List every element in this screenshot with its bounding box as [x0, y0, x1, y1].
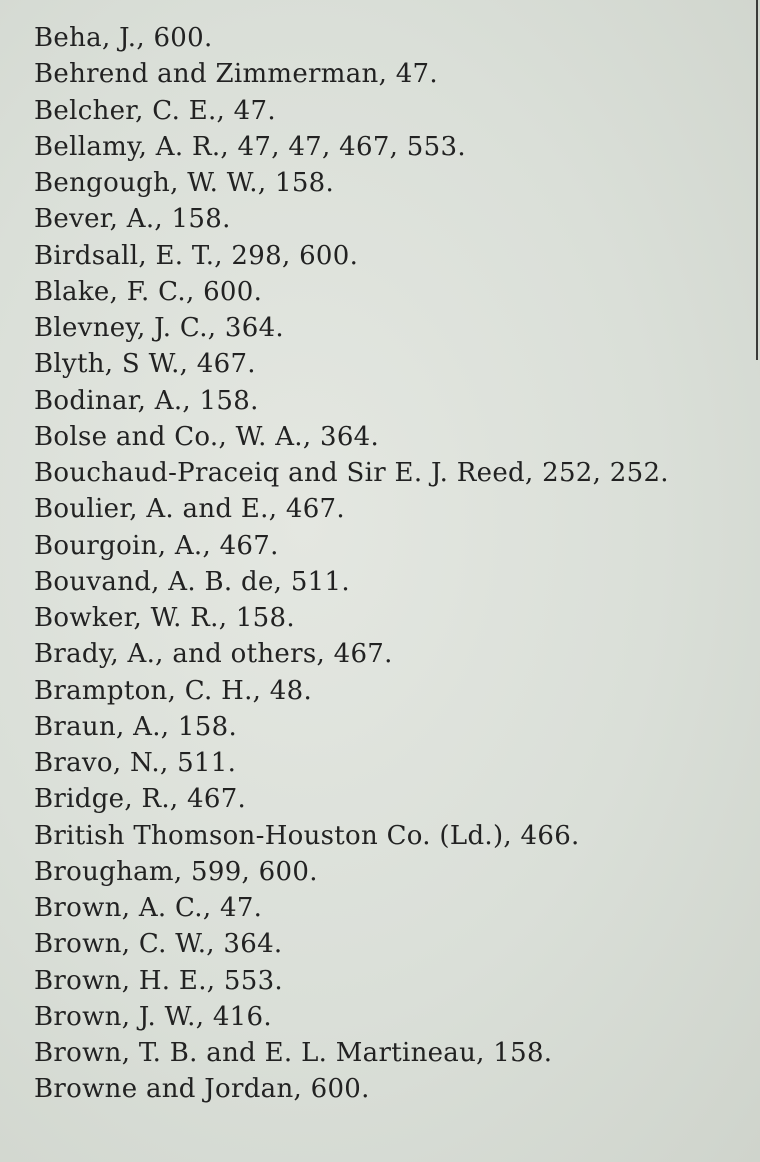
index-entry: Birdsall, E. T., 298, 600. — [34, 240, 359, 271]
index-entry: Brady, A., and others, 467. — [34, 639, 393, 670]
index-entry: Belcher, C. E., 47. — [34, 95, 276, 126]
index-entry: Braun, A., 158. — [34, 711, 238, 742]
index-entry: Bodinar, A., 158. — [34, 385, 259, 416]
index-entry: Blake, F. C., 600. — [34, 276, 263, 307]
index-entry: Bridge, R., 467. — [34, 784, 247, 815]
index-entry: Behrend and Zimmerman, 47. — [34, 59, 438, 90]
index-entry: Bolse and Co., W. A., 364. — [34, 421, 380, 452]
index-entry: Bouchaud-Praceiq and Sir E. J. Reed, 252, 252. — [34, 458, 669, 488]
page-edge — [756, 0, 758, 360]
index-entry: Brown, T. B. and E. L. Martineau, 158. — [34, 1038, 553, 1068]
index-entry: Bellamy, A. R., 47, 47, 467, 553. — [34, 131, 466, 162]
index-entry: Blevney, J. C., 364. — [34, 313, 284, 343]
index-entry: Boulier, A. and E., 467. — [34, 494, 345, 525]
index-entry: Blyth, S W., 467. — [34, 349, 256, 380]
index-entry: Brown, C. W., 364. — [34, 929, 283, 960]
index-entry: Brampton, C. H., 48. — [34, 675, 313, 706]
index-entry: Bowker, W. R., 158. — [34, 603, 295, 633]
index-entry: British Thomson-Houston Co. (Ld.), 466. — [34, 820, 580, 851]
index-entry: Brougham, 599, 600. — [34, 856, 318, 887]
index-entry: Bouvand, A. B. de, 511. — [34, 566, 350, 597]
index-entry: Browne and Jordan, 600. — [34, 1074, 370, 1105]
index-entry: Beha, J., 600. — [34, 23, 213, 53]
index-entry: Bravo, N., 511. — [34, 748, 237, 778]
index-entry: Brown, A. C., 47. — [34, 893, 263, 923]
index-entry: Bengough, W. W., 158. — [34, 168, 335, 198]
index-entry: Brown, J. W., 416. — [34, 1001, 272, 1032]
index-entry: Bever, A., 158. — [34, 204, 231, 235]
index-entry: Brown, H. E., 553. — [34, 965, 283, 996]
index-entry: Bourgoin, A., 467. — [34, 530, 279, 561]
index-list — [34, 20, 734, 1108]
